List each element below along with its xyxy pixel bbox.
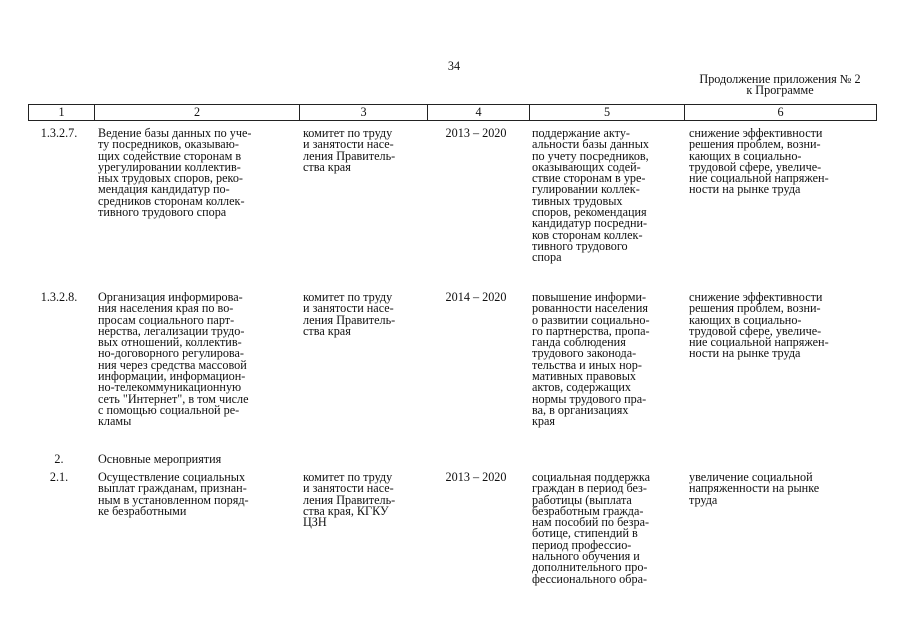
- header-col-4: 4: [427, 104, 529, 121]
- row-3-name: Основные мероприятия: [98, 452, 222, 466]
- header-col-1: 1: [28, 104, 94, 121]
- row-4-effect: увеличение социальной напряженности на рынке труда: [689, 470, 820, 507]
- continuation-note: Продолжение приложения № 2 к Программе: [699, 72, 861, 98]
- row-4-name: Осуществление социальных выплат гражданам, признан- ным в установленном поряд- ке безработными: [98, 470, 249, 518]
- row-4-result: социальная поддержка граждан в период без- работицы (выплата безработным гражда- нам пособий по безра- ботице, стипендий в период профессио- нального обучения и дополнительного про- фессионального обра-: [532, 470, 651, 586]
- page-number: 34: [447, 59, 461, 73]
- row-1-result: поддержание акту- альности базы данных по учету посредников, оказывающих содей- ствие сторонам в уре- гулировании коллек- тивных трудовых споров, рекомендация кандидатур посредни- ков сторонам коллек- тивного трудового спора: [532, 126, 649, 265]
- row-2-number: 1.3.2.8.: [40, 290, 78, 304]
- row-4-number: 2.1.: [49, 470, 69, 484]
- row-2-name: Организация информирова- ния населения края по во- просам социального парт- нерства, легализации трудо- вых отношений, коллектив- но-договорного регулирова- ния через средства массовой информации, информацион- но-телекоммуникационную сеть "Интернет", в том числе с помощью социальной ре- кламы: [98, 290, 249, 429]
- header-col-5: 5: [529, 104, 684, 121]
- header-col-2: 2: [94, 104, 299, 121]
- row-2-effect: снижение эффективности решения проблем, возни- кающих в социально- трудовой сфере, увеличе- ние социальной напряжен- ности на рынке труда: [689, 290, 829, 361]
- row-1-number: 1.3.2.7.: [40, 126, 78, 140]
- row-1-term: 2013 – 2020: [445, 126, 507, 140]
- row-2-executor: комитет по труду и занятости насе- ления Правитель- ства края: [303, 290, 396, 338]
- row-1-executor: комитет по труду и занятости насе- ления Правитель- ства края: [303, 126, 396, 174]
- header-col-3: 3: [299, 104, 427, 121]
- row-4-term: 2013 – 2020: [445, 470, 507, 484]
- row-2-result: повышение информи- рованности населения о развитии социально- го партнерства, пропа- ганда соблюдения трудового законода- тельства и иных нор- мативных правовых актов, содержащих нормы трудового пра- ва, в организациях края: [532, 290, 650, 429]
- row-2-term: 2014 – 2020: [445, 290, 507, 304]
- row-4-executor: комитет по труду и занятости насе- ления Правитель- ства края, КГКУ ЦЗН: [303, 470, 396, 530]
- row-3-number: 2.: [54, 452, 64, 466]
- row-1-effect: снижение эффективности решения проблем, возни- кающих в социально- трудовой сфере, увеличе- ние социальной напряжен- ности на рынке труда: [689, 126, 829, 197]
- row-1-name: Ведение базы данных по уче- ту посредников, оказываю- щих содействие сторонам в урегулировании коллектив- ных трудовых споров, реко- мендация кандидатур по- средников сторонам коллек- тивного трудового спора: [98, 126, 252, 220]
- header-col-6: 6: [684, 104, 877, 121]
